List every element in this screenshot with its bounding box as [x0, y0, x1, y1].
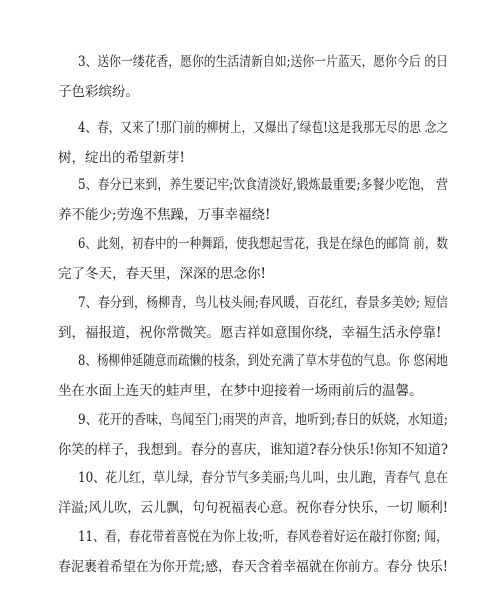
- paragraph-11: [58, 522, 448, 582]
- paragraph-4: [58, 113, 448, 173]
- paragraph-line: 到，福报道，祝你常微笑。愿吉祥如意围你绕，幸福生活永停靠!: [58, 325, 442, 341]
- paragraph-line: 养不能少;劳逸不焦躁，万事幸福绕!: [58, 207, 271, 223]
- paragraph-line: 5、春分已来到，养生要记牢;饮食清淡好,锻炼最重要;多餐少吃饱， 营: [78, 177, 448, 193]
- paragraph-line: 树，绽出的希望新芽!: [58, 150, 185, 166]
- paragraph-line: 6、此刻，初春中的一种舞蹈，使我想起雪花，我是在绿色的邮筒 前，数: [78, 236, 449, 252]
- paragraph-line: 8、杨柳伸延随意而疏懒的枝条，到处充满了草木芽苞的气息。你 悠闲地: [78, 353, 449, 369]
- paragraph-3: [58, 47, 448, 107]
- paragraph-line: 10、花儿红，草儿绿，春分节气多美丽;鸟儿叫，虫儿跑，青春气 息在: [78, 470, 449, 486]
- paragraph-line: 完了冬天，春天里，深深的思念你!: [58, 266, 266, 282]
- paragraph-line: 坐在水面上连天的蛙声里，在梦中迎接着一场雨前后的温馨。: [58, 383, 423, 399]
- paragraph-line: 子色彩缤纷。: [58, 84, 139, 100]
- paragraph-line: 9、花开的香味，鸟闻至门;雨哭的声音，地听到;春日的妖娆，水知道;: [78, 412, 449, 428]
- paragraph-line: 11、看，春花带着喜悦在为你上妆;听，春风卷着好运在敲打你窗; 闻，: [78, 529, 448, 545]
- paragraph-line: 你笑的样子，我想到。春分的喜庆，谁知道?春分快乐!你知不知道?: [58, 442, 448, 458]
- paragraph-line: 春泥裹着希望在为你开荒;感，春天含着幸福就在你前方。春分 快乐!: [58, 559, 448, 575]
- paragraph-8: [58, 346, 448, 406]
- paragraph-6: [58, 229, 448, 289]
- paragraph-line: 4、春，又来了!那门前的柳树上，又爆出了绿苞!这是我那无尽的思 念之: [78, 120, 448, 136]
- paragraph-10: [58, 463, 448, 523]
- paragraph-5: [58, 170, 448, 230]
- paragraph-line: 洋溢;风儿吹，云儿飘，句句祝福表心意。祝你春分快乐，一切 顺利!: [58, 500, 448, 516]
- paragraph-line: 3、送你一缕花香，愿你的生活清新自如;送你一片蓝天，愿你今后 的日: [78, 54, 449, 70]
- paragraph-9: [58, 405, 448, 465]
- paragraph-7: [58, 288, 448, 348]
- paragraph-line: 7、春分到，杨柳青，鸟儿枝头闹;春风暖，百花红，春景多美妙; 短信: [78, 295, 448, 311]
